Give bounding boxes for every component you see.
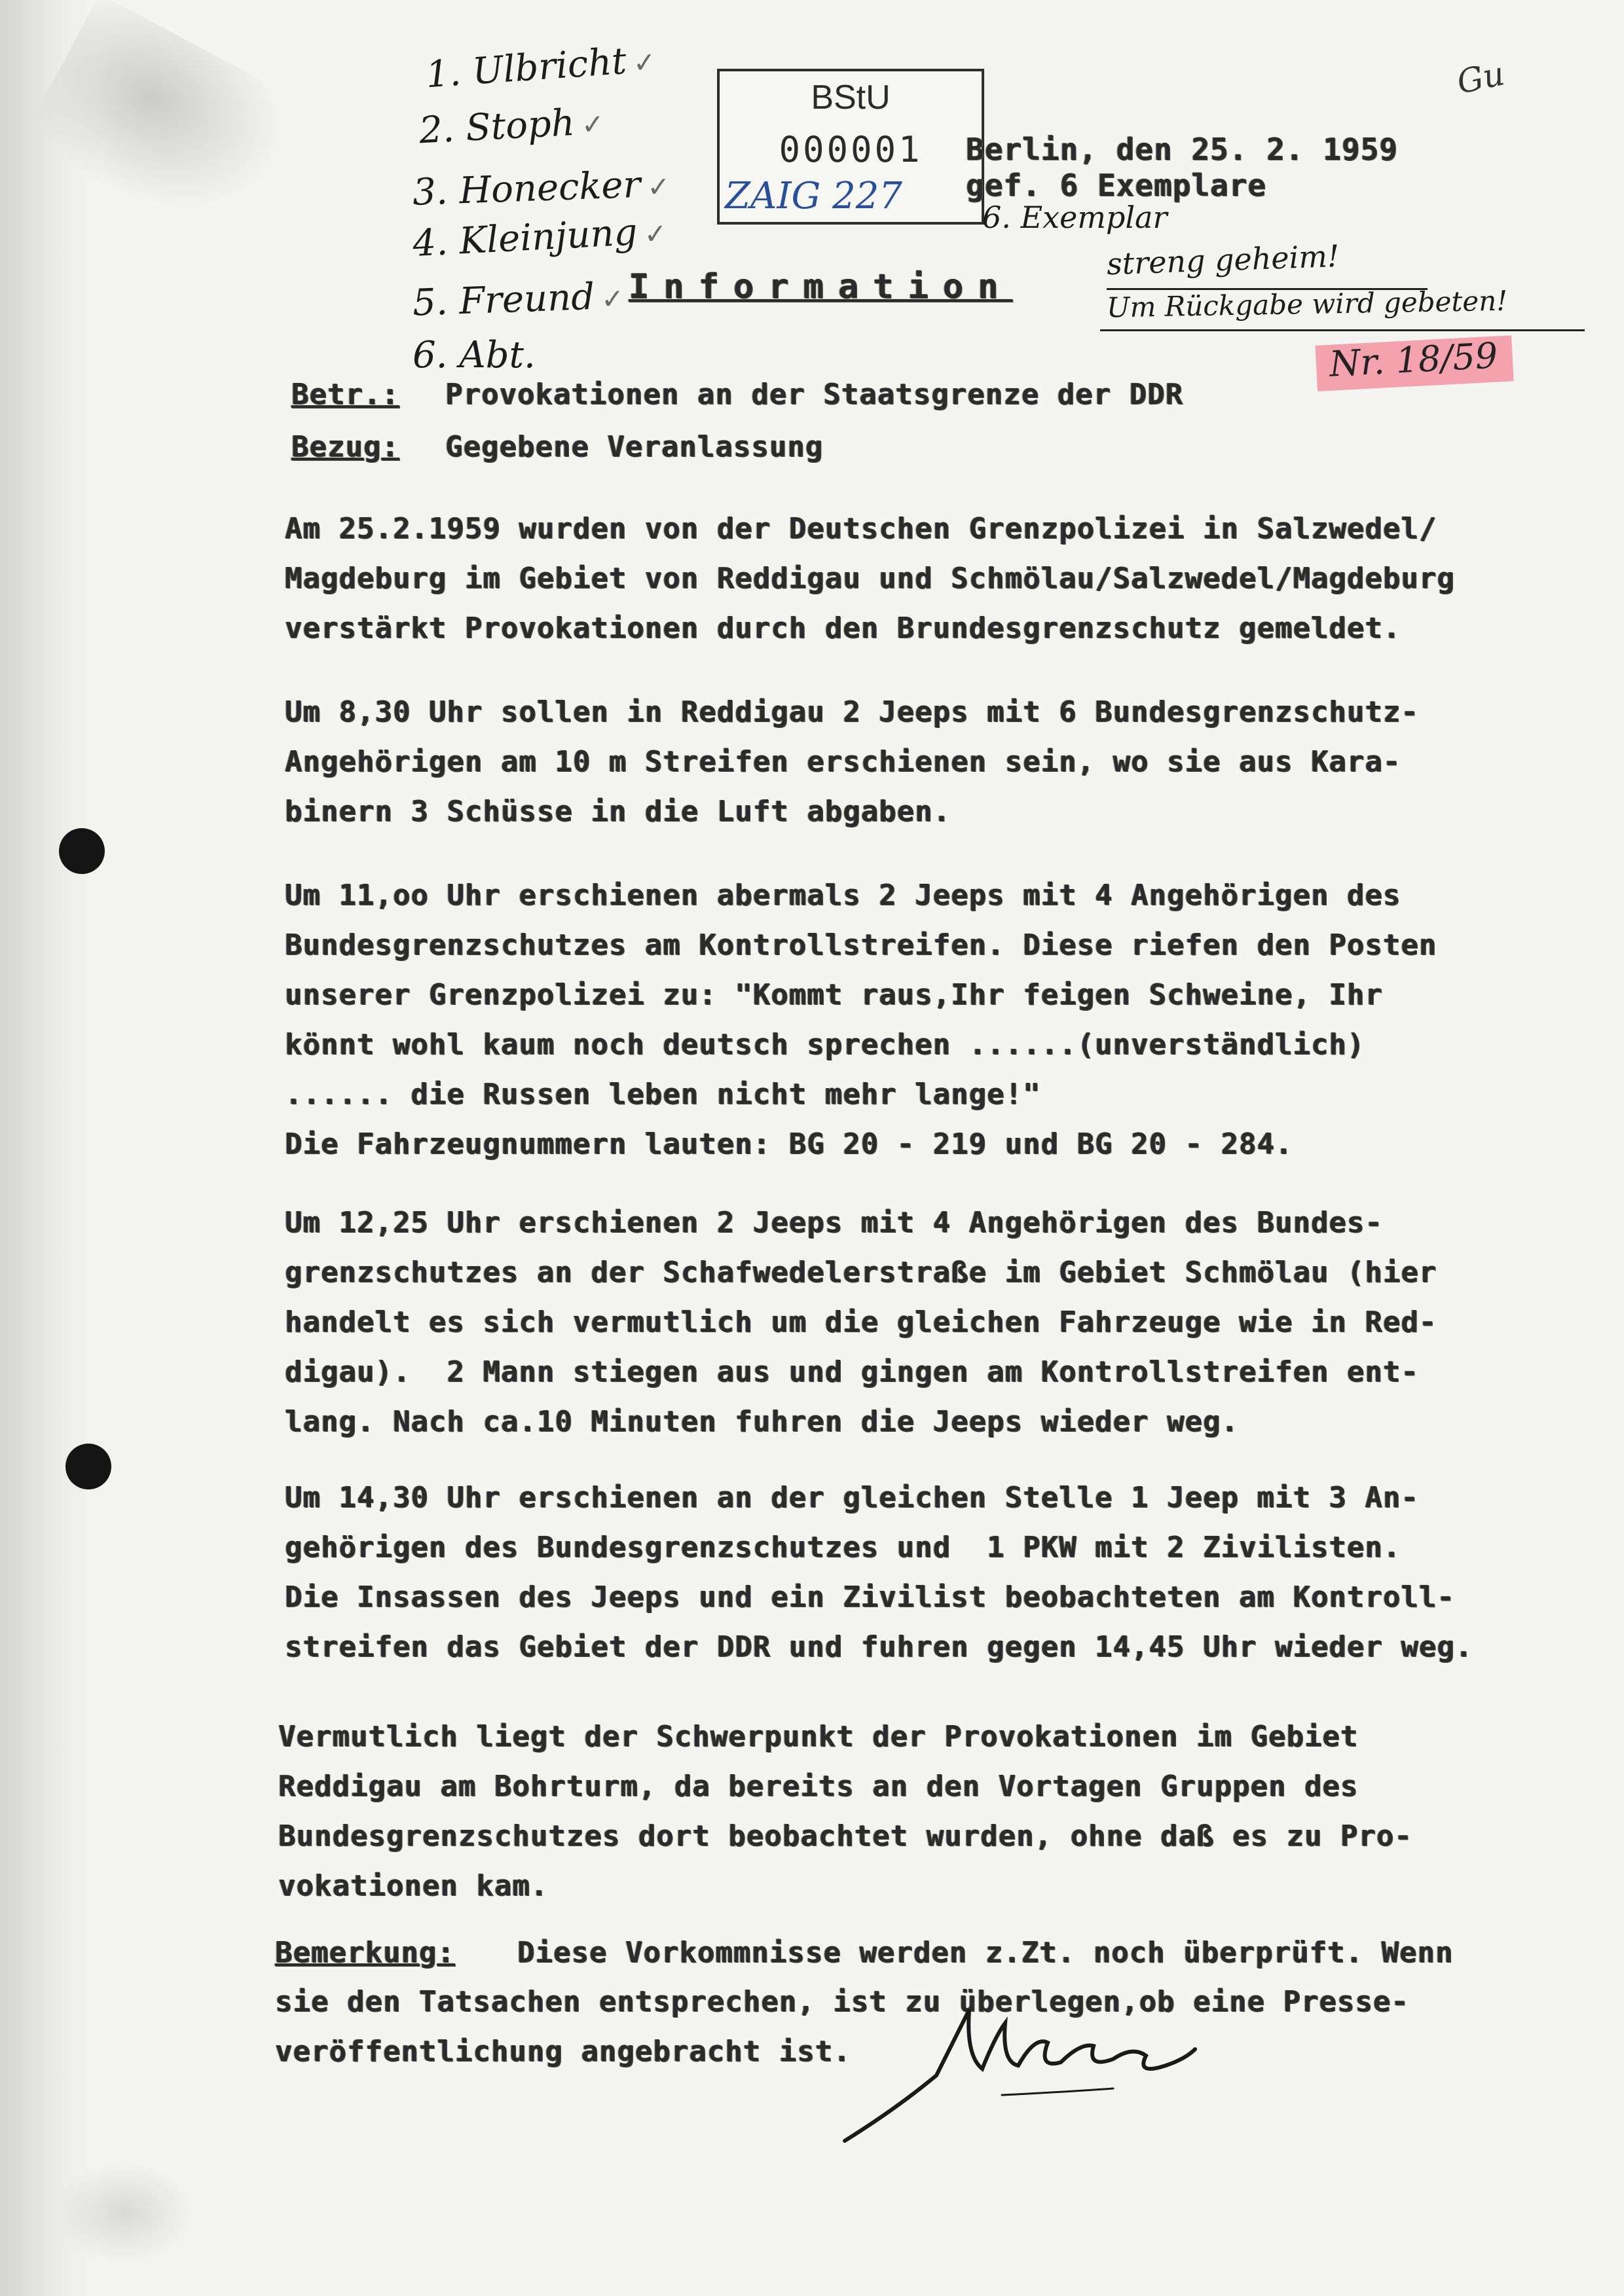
document-title: Information <box>629 267 1013 306</box>
scan-smudge-bottom <box>52 2160 196 2265</box>
subject-text: Provokationen an der Staatsgrenze der DDR <box>445 378 1184 411</box>
remark-line-1: Diese Vorkommnisse werden z.Zt. noch überprüft. Wenn <box>517 1936 1454 1969</box>
punch-hole-top <box>59 828 105 874</box>
document-number: Nr. 18/59 <box>1328 335 1499 385</box>
stamp-title: BStU <box>811 79 891 117</box>
distribution-item-6: 6. Abt. <box>413 334 536 376</box>
stamp-code: ZAIG 227 <box>725 175 902 217</box>
place-date: Berlin, den 25. 2. 1959 <box>966 132 1398 167</box>
classification-line-1: streng geheim! <box>1106 238 1340 282</box>
stamp-number: 000001 <box>779 129 923 170</box>
distribution-item-2: 2. Stoph ✓ <box>418 101 606 153</box>
distribution-item-5: 5. Freund ✓ <box>411 275 625 325</box>
paragraph-1: Am 25.2.1959 wurden von der Deutschen Grenzpolizei in Salzwedel/ Magdeburg im Gebiet von Reddigau und Schmölau/Salzwedel/Magdeburg verstärkt Provokationen durch den Brundesgrenzschutz gemeldet. <box>285 512 1455 645</box>
paragraph-3: Um 11,oo Uhr erschienen abermals 2 Jeeps mit 4 Angehörigen des Bundesgrenzschutzes am Kontrollstreifen. Diese riefen den Posten unserer Grenzpolizei zu: "Kommt raus,Ihr feigen Schweine, Ihr könnt wohl kaum noch deutsch sprechen ......(unverständlich) ...... die Russen leben nicht mehr lange!" Die Fahrzeugnummern lauten: BG 20 - 219 und BG 20 - 284. <box>285 879 1437 1161</box>
signature-underline <box>1002 2088 1113 2095</box>
scan-edge-shadow <box>0 0 98 2296</box>
copy-number-note: 6. Exemplar <box>982 200 1168 235</box>
paragraph-2: Um 8,30 Uhr sollen in Reddigau 2 Jeeps mit 6 Bundesgrenzschutz- Angehörigen am 10 m Streifen erschienen sein, wo sie aus Kara- binern 3 Schüsse in die Luft abgaben. <box>285 695 1419 828</box>
reference-text: Gegebene Veranlassung <box>445 430 824 464</box>
distribution-item-4: 4. Kleinjung ✓ <box>411 211 668 266</box>
remark-lines-rest: sie den Tatsachen entsprechen, ist zu überlegen,ob eine Presse- veröffentlichung angebracht ist. <box>275 1985 1409 2068</box>
distribution-item-3: 3. Honecker ✓ <box>411 163 671 214</box>
reference-label: Bezug: <box>291 430 399 464</box>
classification-underline-2 <box>1100 329 1585 331</box>
paragraph-4: Um 12,25 Uhr erschienen 2 Jeeps mit 4 Angehörigen des Bundes- grenzschutzes an der Schafwedelerstraße im Gebiet Schmölau (hier handelt es sich vermutlich um die gleichen Fahrzeuge wie in Red- digau). 2 Mann stiegen aus und gingen am Kontrollstreifen ent- lang. Nach ca.10 Minuten fuhren die Jeeps wieder weg. <box>285 1206 1437 1438</box>
copies-note: gef. 6 Exemplare <box>966 168 1267 203</box>
handwritten-initials: Gu <box>1453 54 1508 101</box>
paragraph-6: Vermutlich liegt der Schwerpunkt der Provokationen im Gebiet Reddigau am Bohrturm, da bereits an den Vortagen Gruppen des Bundesgrenzschutzes dort beobachtet wurden, ohne daß es zu Pro- vokationen kam. <box>278 1720 1412 1903</box>
distribution-item-1: 1. Ulbricht ✓ <box>424 39 657 97</box>
remark-label: Bemerkung: <box>275 1936 455 1969</box>
signature-stroke <box>845 2010 1195 2141</box>
subject-label: Betr.: <box>291 378 399 411</box>
signature <box>838 1997 1205 2147</box>
punch-hole-bottom <box>65 1444 111 1489</box>
classification-line-2: Um Rückgabe wird gebeten! <box>1106 284 1508 324</box>
paragraph-5: Um 14,30 Uhr erschienen an der gleichen Stelle 1 Jeep mit 3 An- gehörigen des Bundesgrenzschutzes und 1 PKW mit 2 Zivilisten. Die Insassen des Jeeps und ein Zivilist beobachteten am Kontroll- streifen das Gebiet der DDR und fuhren gegen 14,45 Uhr wieder weg. <box>285 1481 1473 1664</box>
archive-stamp <box>717 69 984 225</box>
